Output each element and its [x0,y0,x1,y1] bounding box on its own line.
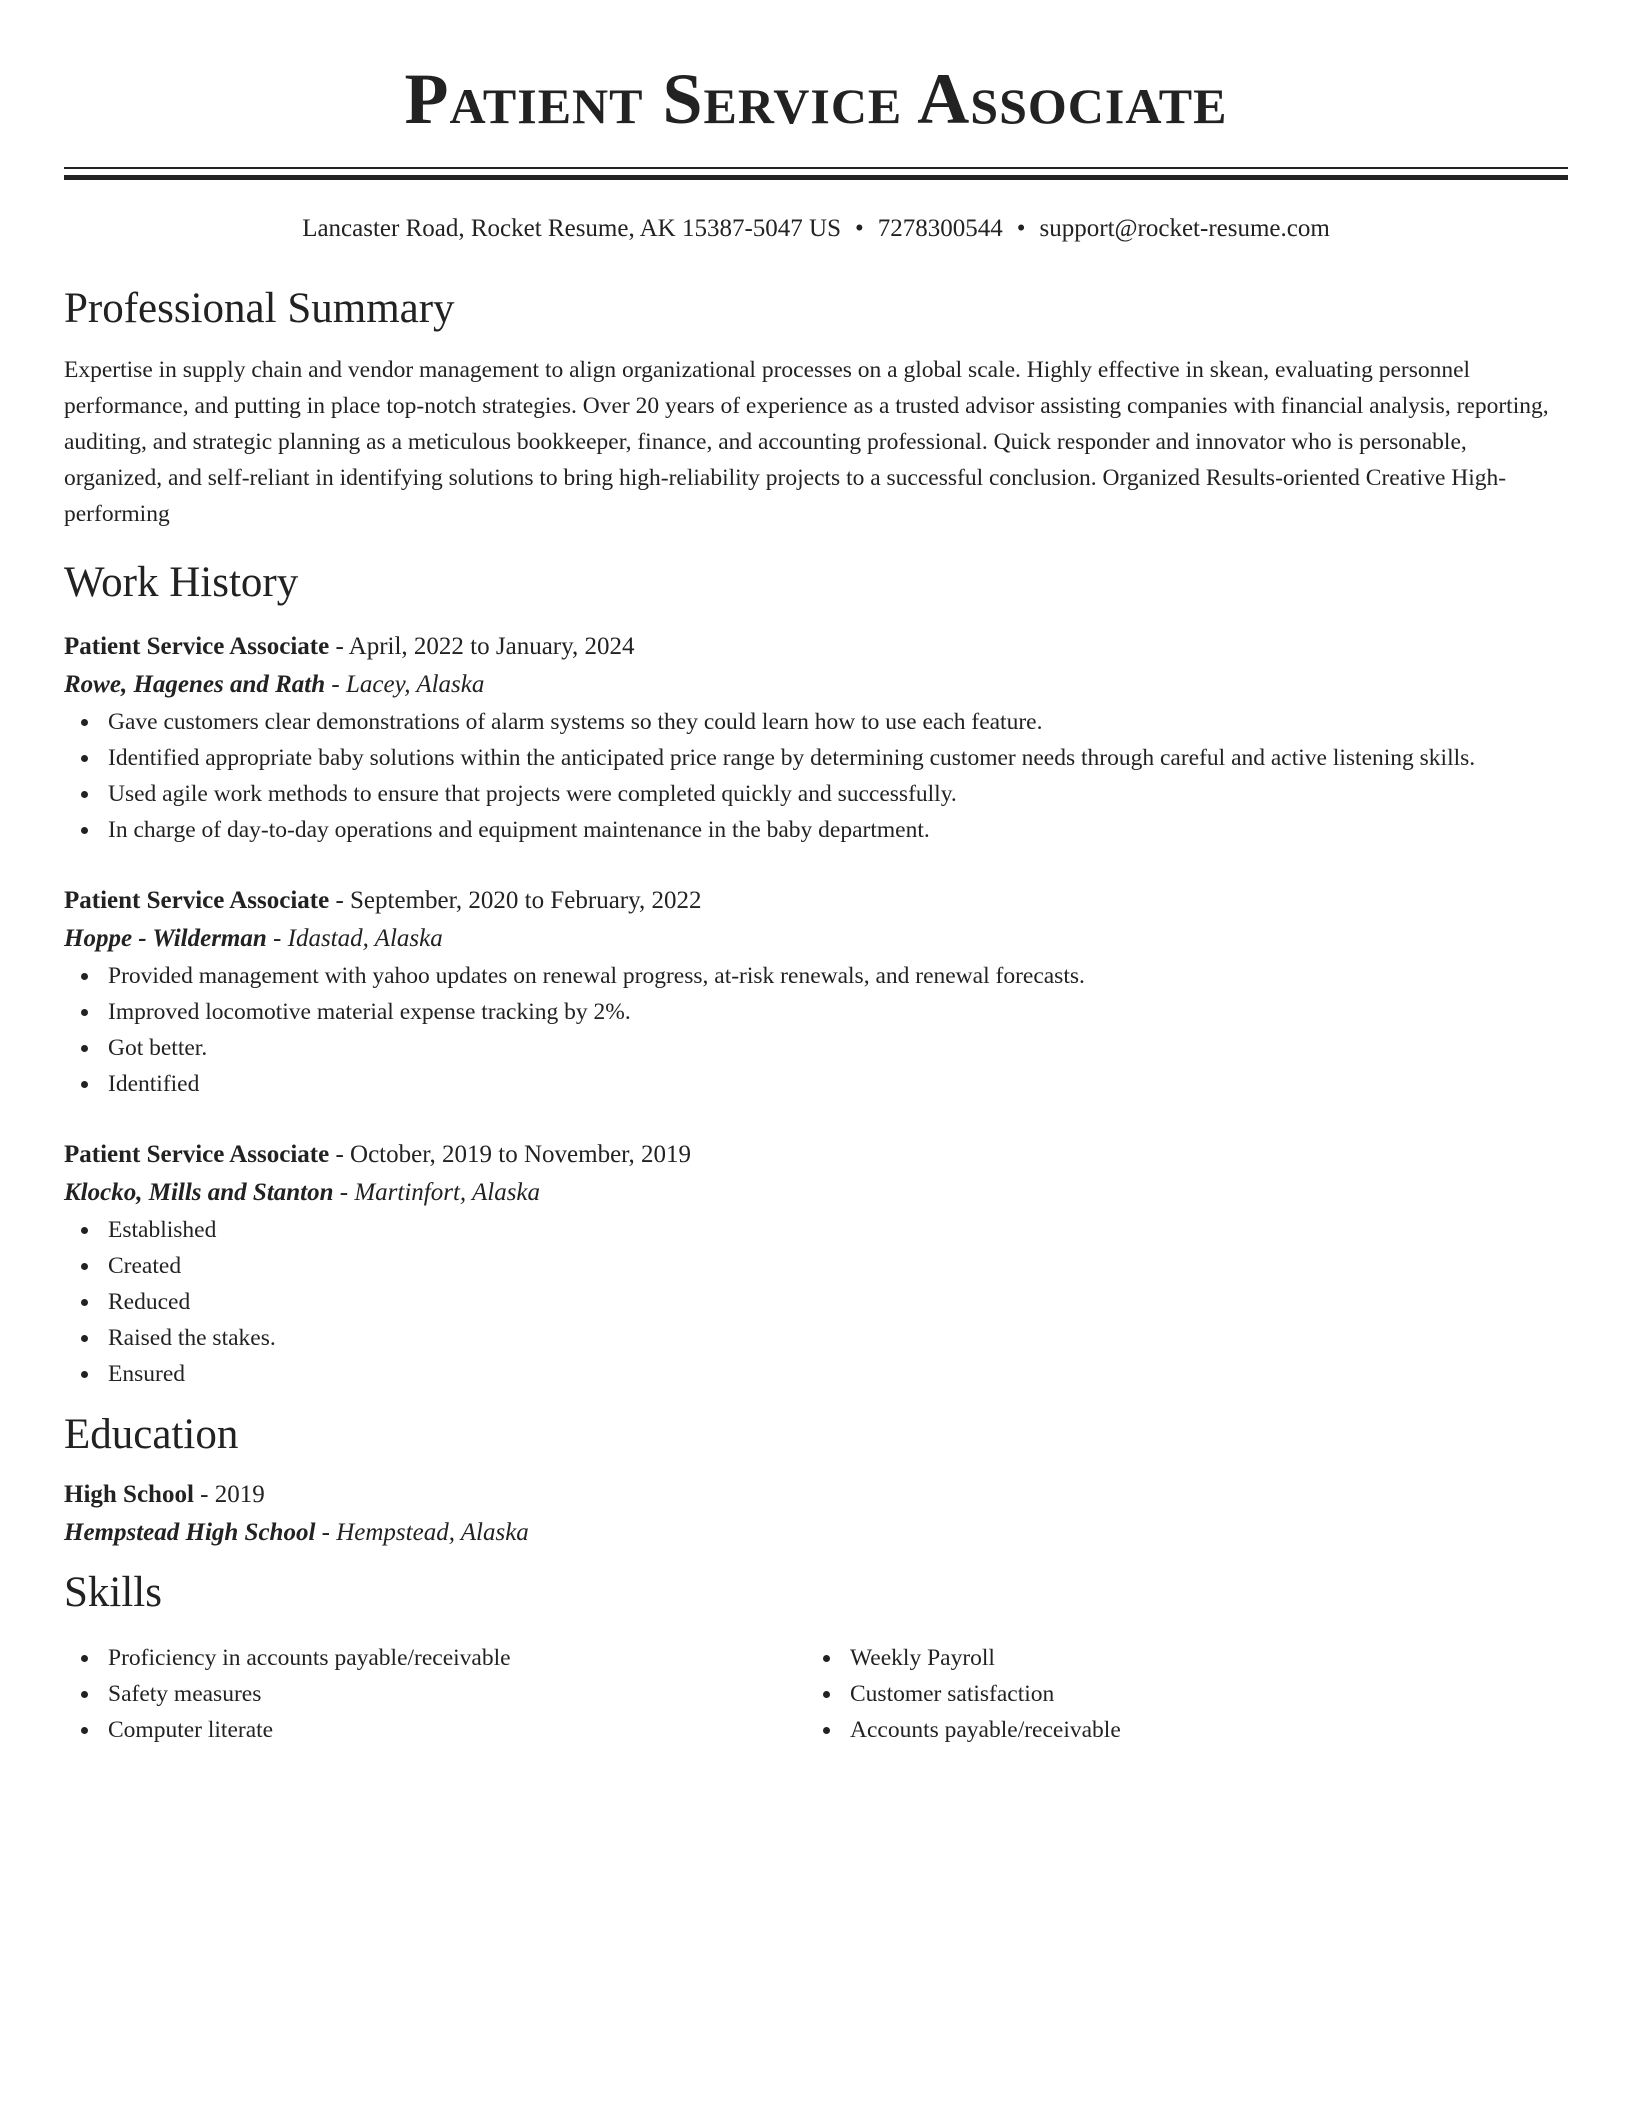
resume-title: Patient Service Associate [404,59,1228,139]
title-divider-thin [64,167,1568,169]
graduation-year: - 2019 [193,1481,265,1508]
job-bullet: Gave customers clear demonstrations of alarm systems so they could learn how to use each feature. [64,704,1568,740]
job-bullet: Provided management with yahoo updates on renewal progress, at-risk renewals, and renewal forecasts. [64,958,1568,994]
skills-column-left [64,1640,806,1748]
employer-name: Hoppe - Wilderman [64,925,267,952]
job-title: Patient Service Associate [64,633,330,660]
work-history-heading: Work History [64,559,299,606]
job-bullet: Ensured [64,1356,1568,1392]
job-entry [64,882,1568,1102]
job-bullet: In charge of day-to-day operations and equipment maintenance in the baby department. [64,812,1568,848]
resume-page [64,0,1568,1748]
job-bullet: Created [64,1248,1568,1284]
summary-heading: Professional Summary [64,285,455,332]
job-title-line [64,882,1568,920]
job-bullet: Identified [64,1066,1568,1102]
skill-item: Weekly Payroll [806,1640,1548,1676]
job-bullet-list [64,1212,1568,1392]
job-bullet: Raised the stakes. [64,1320,1568,1356]
contact-line [64,214,1568,244]
contact-phone: 7278300544 [877,215,1003,242]
education-heading: Education [64,1411,239,1458]
school-name: Hempstead High School [64,1519,316,1546]
degree-line [64,1476,1568,1514]
title-divider-thick [64,175,1568,180]
employer-location: - Martinfort, Alaska [333,1179,541,1206]
degree: High School [64,1481,194,1508]
job-bullet: Got better. [64,1030,1568,1066]
job-title-line [64,1136,1568,1174]
skill-item: Accounts payable/receivable [806,1712,1548,1748]
contact-email: support@rocket-resume.com [1039,215,1330,242]
job-bullet: Established [64,1212,1568,1248]
skills-column-right [806,1640,1548,1748]
employer-location: - Idastad, Alaska [266,925,443,952]
skill-item: Computer literate [64,1712,806,1748]
employer-line [64,666,1568,704]
employer-name: Rowe, Hagenes and Rath [64,671,326,698]
skills-heading: Skills [64,1569,162,1616]
job-entry [64,628,1568,848]
school-line [64,1514,1568,1552]
job-bullet-list [64,958,1568,1102]
employer-location: - Lacey, Alaska [325,671,485,698]
job-title: Patient Service Associate [64,1141,330,1168]
job-dates: - April, 2022 to January, 2024 [329,633,635,660]
job-dates: - September, 2020 to February, 2022 [329,887,702,914]
job-title: Patient Service Associate [64,887,330,914]
employer-line [64,920,1568,958]
job-dates: - October, 2019 to November, 2019 [329,1141,692,1168]
contact-separator: • [1016,215,1026,242]
skill-item: Safety measures [64,1676,806,1712]
skill-item: Proficiency in accounts payable/receivable [64,1640,806,1676]
skills-list [64,1640,1568,1748]
job-title-line [64,628,1568,666]
job-bullet: Improved locomotive material expense tracking by 2%. [64,994,1568,1030]
education-entry [64,1476,1568,1552]
job-bullet-list [64,704,1568,848]
contact-separator: • [854,215,864,242]
skill-item: Customer satisfaction [806,1676,1548,1712]
school-location: - Hempstead, Alaska [315,1519,529,1546]
contact-address: Lancaster Road, Rocket Resume, AK 15387-5047 US [302,215,841,242]
job-bullet: Identified appropriate baby solutions within the anticipated price range by determining customer needs through careful and active listening skills. [64,740,1568,776]
job-bullet: Reduced [64,1284,1568,1320]
job-bullet: Used agile work methods to ensure that projects were completed quickly and successfully. [64,776,1568,812]
summary-text: Expertise in supply chain and vendor management to align organizational processes on a global scale. Highly effective in skean, evaluating personnel performance, and putting in place top-notch strategies. Over 20 years of experience as a trusted advisor assisting companies with financial analysis, reporting, auditing, and strategic planning as a meticulous bookkeeper, finance, and accounting professional. Quick responder and innovator who is personable, organized, and self-reliant in identifying solutions to bring high-reliability projects to a successful conclusion. Organized Results-oriented Creative High-performing [64,357,1549,527]
employer-line [64,1174,1568,1212]
employer-name: Klocko, Mills and Stanton [64,1179,334,1206]
job-entry [64,1136,1568,1392]
